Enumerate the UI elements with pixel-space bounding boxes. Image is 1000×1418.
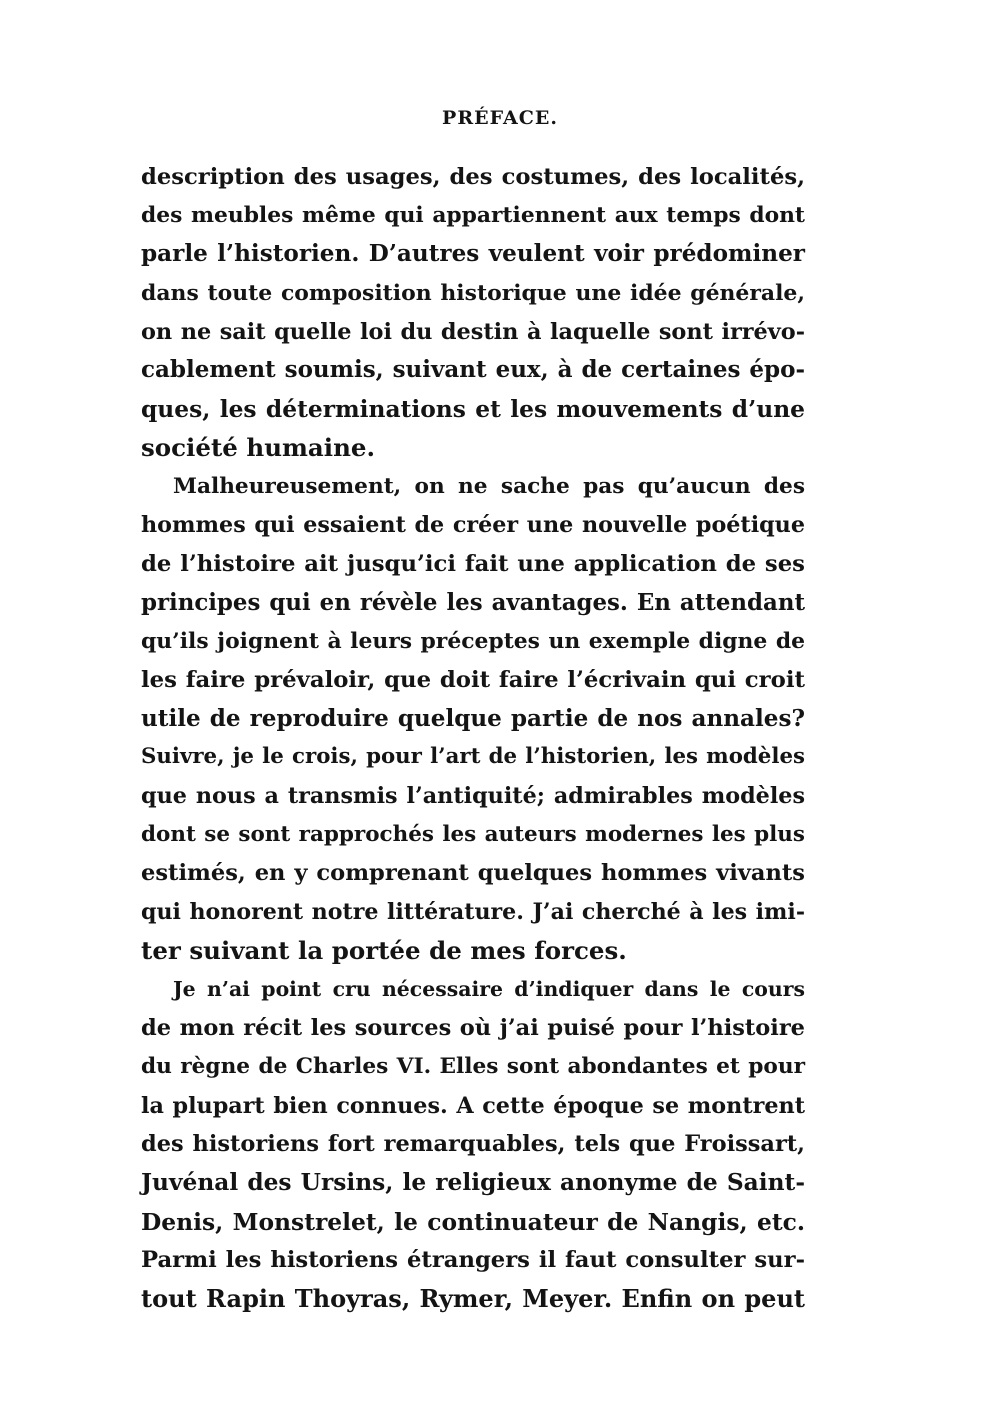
text-line: Malheureusement, on ne sache pas qu’aucun des xyxy=(173,473,805,499)
text-line: qui honorent notre littérature. J’ai cherché à les imi- xyxy=(141,899,805,926)
text-line: hommes qui essaient de créer une nouvelle poétique xyxy=(141,512,805,539)
text-line: de l’histoire ait jusqu’ici fait une application de ses xyxy=(141,550,805,577)
text-line: qu’ils joignent à leurs préceptes un exemple digne de xyxy=(141,628,805,655)
text-line: on ne sait quelle loi du destin à laquelle sont irrévo- xyxy=(141,318,805,345)
text-line: des meubles même qui appartiennent aux temps dont xyxy=(141,202,805,228)
text-line: ter suivant la portée de mes forces. xyxy=(141,935,627,965)
text-line: la plupart bien connues. A cette époque se montrent xyxy=(141,1092,805,1119)
text-line: des historiens fort remarquables, tels que Froissart, xyxy=(141,1131,805,1158)
text-line: Juvénal des Ursins, le religieux anonyme de Saint- xyxy=(141,1168,805,1196)
body-text xyxy=(141,158,805,1319)
text-line: utile de reproduire quelque partie de nos annales? xyxy=(141,704,805,732)
text-line: Parmi les historiens étrangers il faut consulter sur- xyxy=(141,1247,805,1274)
text-line: de mon récit les sources où j’ai puisé pour l’histoire xyxy=(141,1015,805,1042)
text-line: que nous a transmis l’antiquité; admirables modèles xyxy=(141,783,805,809)
text-line: description des usages, des costumes, des localités, xyxy=(141,164,805,190)
text-line: tout Rapin Thoyras, Rymer, Meyer. Enfin on peut xyxy=(141,1283,805,1313)
text-line: Suivre, je le crois, pour l’art de l’historien, les modèles xyxy=(141,744,805,770)
text-line: parle l’historien. D’autres veulent voir prédominer xyxy=(141,240,805,268)
text-line: ques, les déterminations et les mouvements d’une xyxy=(141,395,805,424)
text-line: du règne de Charles VI. Elles sont abondantes et pour xyxy=(141,1053,805,1079)
text-line: Denis, Monstrelet, le continuateur de Nangis, etc. xyxy=(141,1207,805,1236)
text-line: dans toute composition historique une idée générale, xyxy=(141,280,805,307)
text-line: cablement soumis, suivant eux, à de certaines épo- xyxy=(141,356,805,384)
running-header: PRÉFACE. xyxy=(442,107,558,129)
text-line: estimés, en y comprenant quelques hommes vivants xyxy=(141,860,805,887)
text-line: principes qui en révèle les avantages. En attendant xyxy=(141,589,805,616)
text-line: Je n’ai point cru nécessaire d’indiquer dans le cours xyxy=(173,977,805,1002)
text-line: dont se sont rapprochés les auteurs modernes les plus xyxy=(141,821,805,847)
text-line: société humaine. xyxy=(141,432,376,462)
text-line: les faire prévaloir, que doit faire l’écrivain qui croit xyxy=(141,666,805,693)
